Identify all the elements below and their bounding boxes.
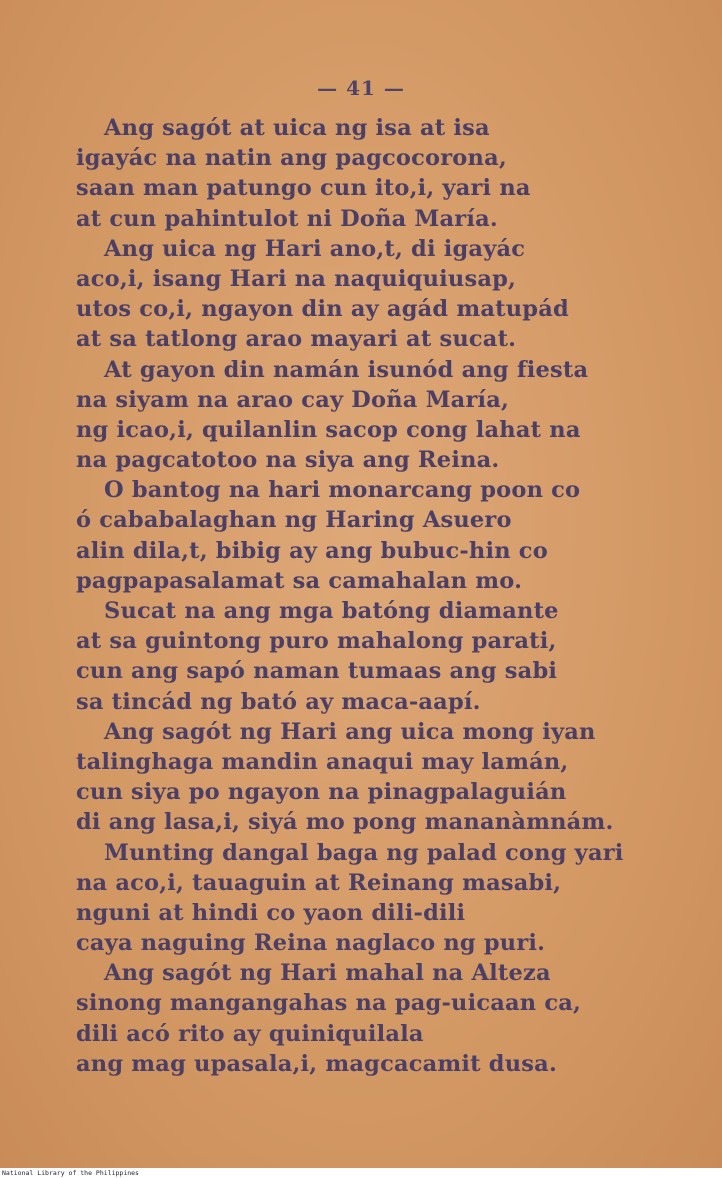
poem-line: cun ang sapó naman tumaas ang sabi (76, 658, 558, 685)
poem-line: utos co,i, ngayon din ay agád matupád (76, 296, 569, 323)
poem-line: na siyam na arao cay Doña María, (76, 386, 510, 413)
poem-line: ang mag upasala,i, magcacamit dusa. (76, 1050, 557, 1077)
poem-line: na pagcatotoo na siya ang Reina. (76, 447, 500, 474)
poem-line: Ang sagót at uica ng isa at isa (104, 115, 490, 141)
poem-line: caya naguing Reina naglaco ng puri. (76, 930, 546, 957)
poem-line: na aco,i, tauaguin at Reinang masabi, (76, 869, 562, 896)
poem-line: at sa guintong puro mahalong parati, (76, 628, 557, 655)
poem-line: di ang lasa,i, siyá mo pong mananàmnám. (76, 809, 614, 836)
poem-line: At gayon din namán isunód ang fiesta (104, 356, 589, 383)
poem-line: Munting dangal baga ng palad cong yari (104, 839, 624, 866)
library-credit: National Library of the Philippines (2, 1169, 139, 1177)
poem-line: nguni at hindi co yaon dili-dili (76, 899, 466, 926)
poem-body (76, 113, 676, 1079)
poem-line: O bantog na hari monarcang poon co (104, 477, 581, 504)
poem-line: Sucat na ang mga batóng diamante (104, 598, 559, 624)
poem-line: Ang sagót ng Hari ang uica mong iyan (104, 718, 596, 745)
poem-line: sinong mangangahas na pag-uicaan ca, (76, 990, 582, 1017)
poem-line: Ang uica ng Hari ano,t, di igayác (104, 235, 526, 262)
poem-line: alin dila,t, bibig ay ang bubuc-hin co (76, 537, 548, 564)
poem-line: igayác na natin ang pagcocorona, (76, 145, 507, 172)
poem-line: cun siya po ngayon na pinagpalaguián (76, 779, 567, 806)
page-number: — 41 — (317, 76, 405, 100)
poem-line: saan man patungo cun ito,i, yari na (76, 175, 531, 202)
poem-line: ng icao,i, quilanlin sacop cong lahat na (76, 416, 581, 443)
poem-line: ó cababalaghan ng Haring Asuero (76, 507, 512, 534)
poem-line: pagpapasalamat sa camahalan mo. (76, 567, 523, 594)
poem-line: Ang sagót ng Hari mahal na Alteza (104, 960, 551, 987)
poem-line: dili acó rito ay quiniquilala (76, 1020, 424, 1047)
poem-line: at sa tatlong arao mayari at sucat. (76, 326, 517, 353)
poem-line: talinghaga mandin anaqui may lamán, (76, 748, 569, 775)
poem-line: aco,i, isang Hari na naquiquiusap, (76, 265, 517, 292)
poem-line: at cun pahintulot ni Doña María. (76, 205, 498, 232)
poem-line: sa tincád ng bató ay maca-aapí. (76, 688, 481, 715)
